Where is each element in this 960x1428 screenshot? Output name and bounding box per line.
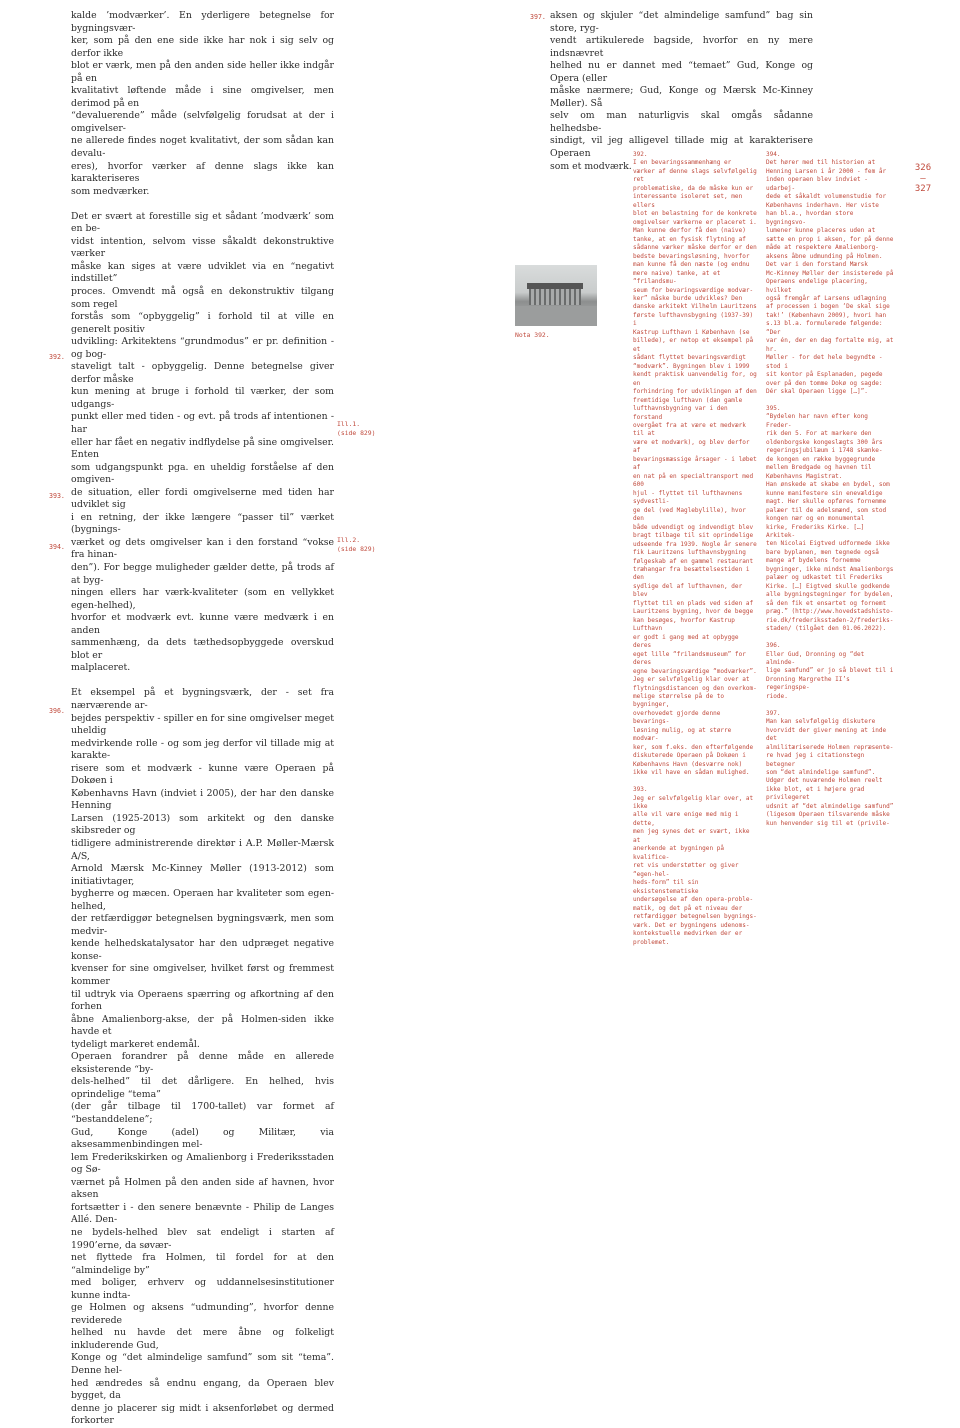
note-line: præg.” (http://www.hovedstadshisto- (766, 608, 894, 616)
note-line: “modværk”. Bygningen blev i 1999 (633, 362, 750, 370)
text-line: eller har fået en negativ indflydelse på sine omgivelser. Enten (71, 436, 334, 461)
note-line: sydlige del af lufthavnen, der blev (633, 582, 743, 599)
note-line: lufthavnsbygning var i den forstand (633, 405, 728, 421)
illustration-ref-2-label: Ill.2. (337, 536, 361, 544)
text-line: helhed nu havde det mere åbne og folkeligt inkluderende Gud, (71, 1327, 334, 1351)
note-line: ge del (ved Maglebylille), hvor den (633, 506, 746, 523)
text-line: staveligt talt - opbyggelig. Denne betegnelse giver derfor måske (71, 361, 334, 385)
notes-column-1 (633, 151, 759, 947)
note-line: oldenborgske kongeslægts 300 års (766, 438, 883, 446)
note-line: anerkende at bygningen på kvalifice- (633, 845, 725, 861)
text-line: som medværker. (71, 185, 150, 197)
note-line: lige samfund” er jo så blevet til i (766, 667, 894, 675)
note-line: interessante isoleret set, men ellers (633, 193, 743, 209)
note-line: hvorvidt der giver mening at inde det (766, 726, 887, 743)
note-line: flytningsdistancen og den overkom- (633, 684, 757, 692)
text-line: denne jo placerer sig midt i aksenforløbet og dermed forkorter (71, 1402, 334, 1427)
note-line: Kastrup Lufthavn i København (se (633, 328, 750, 336)
note-line: kirke, Frederiks Kirke. […] Arkitek- (766, 523, 865, 540)
note-line: Udgør det nuværende Holmen reelt (766, 777, 883, 785)
page-numbers (908, 163, 938, 195)
illustration-ref-2-page: (side 829) (337, 544, 376, 553)
note-line: kun henvender sig til et (privile- (766, 819, 890, 827)
text-line: kende helhedskatalysator har den udpræget negative konse- (71, 938, 334, 962)
paragraph-gap (71, 675, 334, 688)
note-number: 394. (766, 151, 781, 158)
note-line: Københavns Havn (desværre nok) (633, 760, 743, 768)
note-line: “Bydelen har navn efter kong Freder- (766, 413, 868, 429)
note-line: ten Nicolai Eigtved udformede ikke (766, 540, 890, 548)
note-line: værk. Det er bygningens udenoms- (633, 921, 750, 929)
text-line: selv om man naturligvis skal omgås sådanne helhedsbe- (550, 110, 813, 134)
text-line: udvikling: Arkitektens “grundmodus” er pr. definition - og bog- (71, 336, 334, 360)
text-line: hed ændredes så endnu engang, da Operaen blev bygget, da (71, 1377, 334, 1402)
text-line: Larsen (1925-2013) som arkitekt og den danske skibsreder og (71, 812, 334, 837)
margin-mark-396: 396. (49, 707, 65, 715)
note-line: palæer til de adelsmænd, som stod (766, 506, 887, 514)
main-text-column (71, 10, 334, 1428)
note-line: Dér skal Operaen ligge […]”. (766, 388, 868, 396)
note-line: værker af denne slags selvfølgelig ret (633, 167, 757, 184)
note-number: 396. (766, 642, 781, 650)
text-line: “devaluerende” måde (selvfølgelig forudsat at der i omgivelser- (71, 110, 334, 134)
note-line: Man kunne derfor få den (naive) (633, 227, 746, 235)
text-line: forstås som “opbyggelig” i forhold til at ville en generelt positiv (71, 311, 334, 335)
note-line: regeringsjubilæum i 1748 skænke- (766, 447, 883, 455)
text-line: Konge og “det almindelige samfund” som sit “tema”. Denne hel- (71, 1352, 334, 1376)
page-number-right: 327 (914, 184, 932, 194)
continuation-text-column (550, 10, 813, 173)
note-line: kendt praktisk uanvendelig for, og en (633, 371, 757, 387)
note-line: Københavns Magistrat. (766, 472, 843, 480)
note-number: 397. (766, 709, 781, 717)
note-line: problemet. (633, 938, 670, 946)
note-line: mellem Bredgade og havnen til (766, 464, 872, 472)
notes-column-2 (766, 151, 896, 828)
note-line: bare byplanen, men tegnede også (766, 548, 879, 556)
note-line: alle bygningstegninger for bydelen, (766, 591, 894, 599)
text-line: Operaen forandrer på denne måde en allerede eksisterende “by- (71, 1051, 334, 1075)
note-line: Københavns inderhavn. Her viste (766, 201, 879, 209)
paragraph-gap (71, 198, 334, 211)
note-line: over på den tomme Dokø og sagde: (766, 379, 883, 387)
text-line: Københavns Havn (indviet i 2005), der har den danske Henning (71, 787, 334, 812)
note-line: første lufthavnsbygning (1937-39) i (633, 311, 754, 328)
note-line: staden/ (tilgået den 01.06.2022). (766, 625, 887, 633)
margin-mark-397: 397. (530, 13, 546, 21)
note-line: man kunne få den næste (og endnu (633, 261, 750, 269)
text-line: vidst intention, selvom visse såkaldt dekonstruktive værker (71, 235, 334, 260)
note-line: mange af bydelens fornemme (766, 557, 861, 565)
note-line: Det hører med til historien at (766, 159, 876, 167)
note-line: undersøgelse af den opera-proble- (633, 896, 754, 904)
note-line: ker, som f.eks. den efterfølgende (633, 743, 754, 751)
note-line: problematiske, da de måske kun er (633, 184, 754, 192)
text-line: måske kan siges at være udviklet via en “negativt indstillet” (71, 260, 334, 285)
note-line: ikke vil have en sådan mulighed. (633, 769, 750, 777)
note-line: re hvad jeg i citationstegn betegner (766, 752, 865, 768)
note-line: eget lille “frilandsmuseum” for deres (633, 650, 746, 667)
note-line: Henning Larsen i år 2000 - fem år (766, 167, 887, 175)
note-line: s.13 bl.a. formulerede følgende: “Der (766, 320, 883, 336)
note-line: Lauritzens bygning, hvor de begge (633, 608, 754, 616)
note-line: sit kontor på Esplanaden, pegede (766, 371, 883, 379)
text-line: fortsætter i - den senere benævnte - Philip de Langes Allé. Den- (71, 1201, 334, 1226)
text-line: eres), hvorfor værker af denne slags ikke kan karakteriseres (71, 160, 334, 185)
note-line: lumener kunne placeres uden at (766, 227, 876, 235)
illustration-ref-1-page: (side 829) (337, 428, 376, 437)
text-line: Det er svært at forestille sig et sådant ’modværk’ som en be- (71, 210, 334, 235)
text-line: aksen og skjuler “det almindelige samfund” bag sin store, ryg- (550, 10, 813, 34)
note-line: udseende fra 1939. Nogle år senere (633, 540, 757, 548)
note-line: fik Lauritzens lufthavnsbygning (633, 549, 746, 557)
illustration-ref-1[interactable] (337, 420, 375, 437)
margin-mark-393: 393. (49, 492, 65, 500)
note-line: tanke, at en fysisk flytning af (633, 235, 746, 243)
text-line: (der går tilbage til 1700-tallet) var formet af “bestanddelene”; (71, 1101, 334, 1126)
note-line: var én, der en dag fortalte mig, at hr. (766, 337, 894, 353)
text-line: ningen ellers har værk-kvaliteter (som en vellykket egen-helhed), (71, 587, 334, 611)
note-line: Eller Gud, Dronning og “det alminde- (766, 650, 865, 666)
note-line: Jeg er selvfølgelig klar over, at ikke (633, 794, 754, 811)
text-line: Arnold Mærsk Mc-Kinney Møller (1913-2012) som initiativtager, (71, 863, 334, 887)
note-line: Det var i den forstand Mærsk (766, 261, 868, 269)
note-line: tak!’ (København 2009), hvori han (766, 311, 887, 319)
margin-mark-394: 394. (49, 543, 65, 551)
note-line: almilitæriserede Holmen repræsente- (766, 743, 894, 751)
note-line: men jeg synes det er svært, ikke at (633, 828, 750, 844)
text-line: ge Holmen og aksens “udmunding”, hvorfor denne reviderede (71, 1302, 334, 1326)
note-line: han bl.a., hvordan store bygningsvo- (766, 210, 854, 226)
note-line: kongen nær og en monumental (766, 515, 865, 523)
note-line: seum for bevaringsværdige modvær- (633, 286, 754, 294)
note-line: bedste bevaringsløsning, hvorfor (633, 252, 750, 260)
photo-caption: Nota 392. (515, 331, 550, 339)
note-line: Kirke. […] Eigtved skulle godkende (766, 582, 890, 590)
text-line: værnet på Holmen på den anden side af havnen, hvor aksen (71, 1176, 334, 1201)
note-line: sådant flyttet bevaringsværdigt (633, 354, 746, 362)
note-line: heds-form” til sin eksistenstematiske (633, 879, 699, 895)
note-line: Møller - for det hele begyndte - stod i (766, 354, 883, 370)
note-line: bragt tilbage til sit oprindelige (633, 532, 754, 540)
note-line: ret vis understøtter og giver “egen-hel- (633, 862, 739, 878)
note-line: (ligesom Operaen tilsvarende måske (766, 811, 890, 819)
text-line: sindigt, vil jeg alligevel tillade mig at karakterisere Operaen (550, 135, 813, 160)
note-line: riode. (766, 692, 788, 700)
note-line: Jeg er selvfølgelig klar over at (633, 676, 750, 684)
note-gap (766, 634, 896, 642)
note-line: danske arkitekt Vilhelm Lauritzens (633, 303, 757, 311)
note-line: billede), er netop et eksempel på et (633, 337, 754, 353)
note-line: Mc-Kinney Møller der insisterede på (766, 269, 894, 277)
text-line: proces. Omvendt må også en dekonstruktiv tilgang som regel (71, 285, 334, 310)
text-line: blot er værk, men på den anden side heller ikke indgår på en (71, 60, 334, 84)
text-line: i en retning, der ikke længere “passer til” værket (bygnings- (71, 511, 334, 536)
note-line: matik, og det på et niveau der (633, 904, 743, 912)
text-line: hvorfor et modværk evt. kunne være medværk i en anden (71, 612, 334, 636)
text-line: de situation, eller fordi omgivelserne med tiden har udviklet sig (71, 486, 334, 511)
note-line: palæer og udkastet til Frederiks (766, 574, 883, 582)
note-number: 392. (633, 151, 648, 158)
note-number: 395. (766, 404, 781, 412)
note-line: en nat på en specialtransport med 600 (633, 472, 754, 489)
text-line: tydeligt markeret endemål. (71, 1038, 200, 1050)
text-line: dels-helhed” til det dårligere. En helhed, hvis oprindelige “tema” (71, 1076, 334, 1100)
note-line: de kongen en række byggegrunde (766, 455, 876, 463)
text-line: kvalitativt løftende måde i sine omgivelser, men derimod på en (71, 85, 334, 109)
text-line: lem Frederikskirken og Amalienborg i Frederiksstaden og Sø- (71, 1151, 334, 1176)
text-line: åbne Amalienborg-akse, der på Holmen-siden ikke havde et (71, 1013, 334, 1038)
text-line: Gud, Konge (adel) og Militær, via aksesammenbindingen mel- (71, 1126, 334, 1151)
page-number-left: 326 (914, 163, 932, 173)
note-gap (633, 778, 759, 786)
note-line: kunne manifestere sin enevældige (766, 489, 883, 497)
note-line: blot en belastning for de konkrete (633, 210, 757, 218)
note-line: melige størrelse på de to bygninger, (633, 693, 725, 709)
note-gap (766, 397, 896, 405)
note-line: være et modværk), og blev derfor af (633, 438, 750, 455)
note-line: Operaens endelige placering, hvilket (766, 278, 868, 294)
text-line: vendt artikulerede bagside, hvorfor en ny mere indsnævret (550, 35, 813, 59)
text-line: malplaceret. (71, 662, 131, 674)
note-line: mere naive) tanke, at et “frilandsmu- (633, 269, 721, 286)
note-line: Man kan selvfølgelig diskutere (766, 718, 876, 726)
note-line: overhovedet gjorde denne bevarings- (633, 709, 721, 726)
note-line: Han ønskede at skabe en bydel, som (766, 481, 890, 489)
note-line: magt. Her skulle opføres fornemme (766, 498, 887, 506)
note-line: så den fik et ensartet og fornemt (766, 599, 887, 607)
note-line: kontekstuelle medvirken der er (633, 930, 743, 938)
text-line: Et eksempel på et bygningsværk, der - set fra nærværende ar- (71, 687, 334, 711)
note-line: bevaringsmæssige årsager - i løbet af (633, 455, 757, 472)
note-line: omgivelser værkerne er placeret i. (633, 218, 757, 226)
note-line: fremtidige lufthavn (dan gamle (633, 396, 743, 404)
note-line: inden operaen blev indviet - udarbej- (766, 176, 868, 192)
note-line: flyttet til en plads ved siden af (633, 599, 754, 607)
note-line: retfærdiggør betegnelsen bygnings- (633, 913, 757, 921)
note-line: kan besøges, hvorfor Kastrup Lufthavn (633, 616, 735, 633)
text-line: kvenser for sine omgivelser, hvilket først og fremmest kommer (71, 963, 334, 988)
note-line: træhangar fra besættelsestiden i den (633, 565, 750, 582)
note-line: dede et såkaldt volumenstudie for (766, 193, 887, 201)
text-line: net flyttede fra Holmen, til fordel for at den “almindelige by” (71, 1252, 334, 1276)
text-line: medvirkende rolle - og som jeg derfor vil tillade mig at karakte- (71, 737, 334, 762)
airport-building-photo (515, 265, 597, 326)
text-line: tidligere administrerende direktør i A.P. Møller-Mærsk A/S, (71, 838, 334, 862)
note-line: bygninger, ikke mindst Amalienborgs (766, 565, 894, 573)
text-line: ne bydels-helhed blev sat endeligt i starten af 1990’erne, da søvær- (71, 1226, 334, 1251)
note-line: I en bevaringssammenhæng er (633, 159, 732, 167)
text-line: helhed nu er dannet med “temaet” Gud, Konge og Opera (eller (550, 60, 813, 84)
text-line: kun mening at bruge i forhold til værker, der som udgangs- (71, 386, 334, 410)
note-line: både udvendigt og indvendigt blev (633, 523, 754, 531)
note-line: aksens åbne udmunding på Holmen. (766, 252, 883, 260)
text-line: bygherre og mæcen. Operaen har kvaliteter som egen-helhed, (71, 888, 334, 912)
text-line: med boliger, erhverv og uddannelsesinstitutioner kunne indta- (71, 1277, 334, 1301)
note-line: af processen i bogen ‘De skal sige (766, 303, 890, 311)
text-line: værket og dets omgivelser kan i den forstand “vokse fra hinan- (71, 536, 334, 561)
text-line: ker, som på den ene side ikke har nok i sig selv og derfor ikke (71, 35, 334, 59)
note-line: rie.dk/frederiksstaden-2/frederiks- (766, 616, 894, 624)
text-line: som udgangspunkt pga. en uheldig forståelse af den omgiven- (71, 461, 334, 486)
text-line: måske nærmere; Gud, Konge og Mærsk Mc-Kinney Møller). Så (550, 85, 813, 109)
illustration-ref-1-label: Ill.1. (337, 420, 361, 428)
text-line: til udtryk via Operaens spærring og afkortning af den forhen (71, 988, 334, 1013)
note-line: forhindring for udviklingen af den (633, 388, 757, 396)
note-line: hjul - flyttet til lufthavnens sydvestli- (633, 489, 743, 506)
note-line: som “det almindelige samfund”. (766, 768, 876, 776)
note-line: alle vil være enige med mig i dette, (633, 811, 739, 827)
note-line: sætte en prop i aksen, for på denne (766, 235, 894, 243)
page-number-dash: — (920, 173, 926, 184)
note-line: rik den 5. For at markere den (766, 430, 872, 438)
text-line: den”). For begge muligheder gælder dette, på trods af at byg- (71, 562, 334, 586)
note-line: også fremgår af Larsens udlægning (766, 294, 887, 302)
note-line: løsning mulig, og at større modvær- (633, 726, 732, 743)
text-line: kalde ’modværker’. En yderligere betegnelse for bygningsvær- (71, 10, 334, 34)
margin-mark-392: 392. (49, 353, 65, 361)
text-line: ne allerede findes noget kvalitativt, der som sådan kan devalu- (71, 135, 334, 160)
note-line: egne bevaringsværdige “modværker”. (633, 667, 757, 675)
note-number: 393. (633, 786, 648, 794)
note-line: diskuterede Operaen på Dokøen i (633, 752, 746, 760)
note-line: er godt i gang med at opbygge deres (633, 633, 739, 650)
text-line: som et modværk. (550, 160, 632, 172)
note-line: sådanne værker måske derfor er den (633, 244, 757, 252)
note-gap (766, 701, 896, 709)
note-line: overgået fra at være et medværk til at (633, 422, 746, 438)
note-line: Dronning Margrethe II’s regeringspe- (766, 675, 850, 692)
note-line: følgeskab af en gammel restaurant (633, 557, 754, 565)
text-line: sammenhæng, da dets tæthedsopbyggede overskud blot er (71, 637, 334, 661)
text-line: der retfærdiggør betegnelsen bygningsværk, men som medvir- (71, 913, 334, 937)
note-line: udsnit af “det almindelige samfund” (766, 802, 894, 810)
note-line: ikke blot, et i højere grad privilegeret (766, 785, 865, 802)
text-line: bejdes perspektiv - spiller en for sine omgivelser meget uheldig (71, 712, 334, 737)
text-line: punkt eller med tiden - og evt. på trods af intentionen - har (71, 411, 334, 435)
note-line: ker” måske burde udvikles? Den (633, 294, 743, 302)
note-line: måde at respektere Amalienborg- (766, 244, 879, 252)
text-line: risere som et modværk - kunne være Operaen på Dokøen i (71, 762, 334, 787)
illustration-ref-2[interactable] (337, 536, 375, 553)
